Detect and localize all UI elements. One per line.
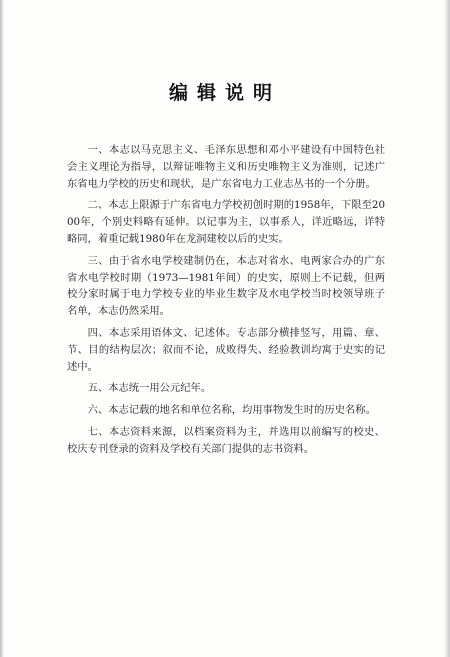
paragraph-3: 三、由于省水电学校建制仍在，本志对省水、电两家合办的广东省水电学校时期（1973—1981年间）的史实，原则上不记载，但两校分家时属于电力学校专业的毕业生数字及水电学校当时校领导班子名单，本志仍然采用。 xyxy=(67,254,385,318)
paragraph-5: 五、本志统一用公元纪年。 xyxy=(87,382,212,395)
paragraph-6: 六、本志记载的地名和单位名称，均用事物发生时的历史名称。 xyxy=(87,404,376,417)
paragraph-2: 二、本志上限源于广东省电力学校初创时期的1958年，下限至2000年，个别史料略有延伸。以记事为主，以事系人，详近略远，详特略同，着重记载1980年在龙洞建校以后的史实。 xyxy=(67,199,385,245)
paragraph-4: 四、本志采用语体文、记述体。专志部分横排竖写，用篇、章、节、目的结构层次；叙而不论，成败得失、经验教训均寓于史实的记述中。 xyxy=(67,326,385,373)
page-title: 编辑说明 xyxy=(168,82,281,104)
body-text xyxy=(67,142,385,463)
paragraph-7: 七、本志资料来源，以档案资料为主，并选用以前编写的校史、校庆专刊登录的资料及学校有关部门提供的志书资料。 xyxy=(67,425,385,455)
paragraph-1: 一、本志以马克思主义、毛泽东思想和邓小平建设有中国特色社会主义理论为指导，以辩证唯物主义和历史唯物主义为准则，记述广东省电力学校的历史和现状，是广东省电力工业志丛书的一个分册。 xyxy=(67,144,385,190)
